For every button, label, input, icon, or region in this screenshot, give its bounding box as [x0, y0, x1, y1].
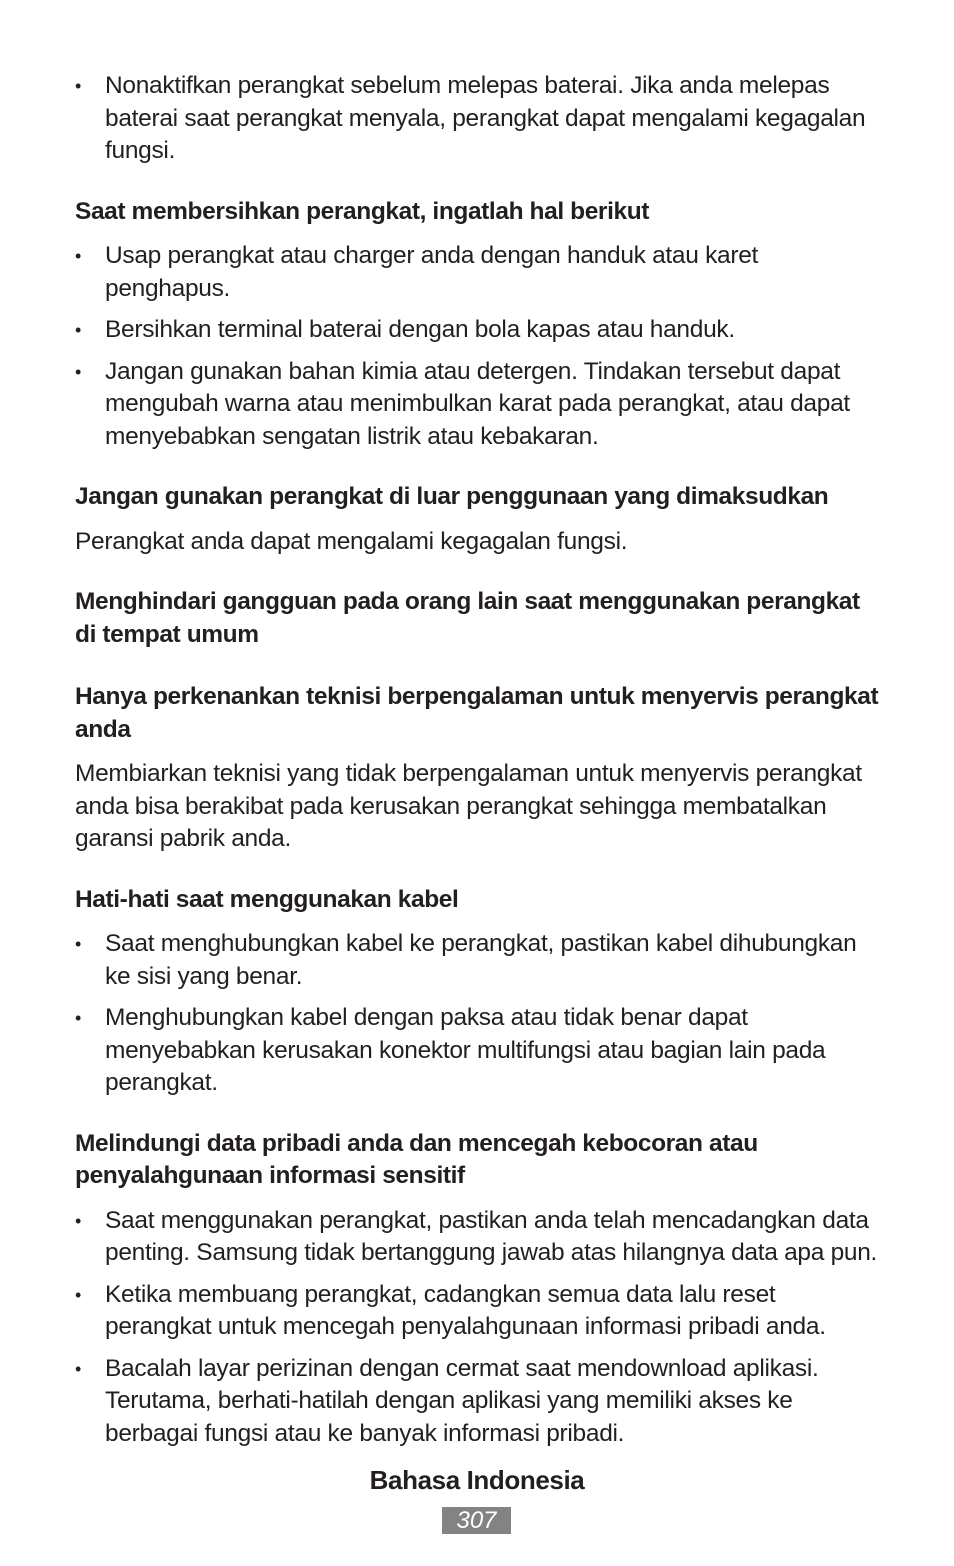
section-heading: Menghindari gangguan pada orang lain saat menggunakan perangkat di tempat umum: [75, 588, 860, 648]
bullet-list: [75, 70, 885, 168]
section-servicing: [75, 681, 885, 856]
section-heading: Hati-hati saat menggunakan kabel: [75, 885, 459, 913]
list-item-text: Bersihkan terminal baterai dengan bola kapas atau handuk.: [105, 316, 735, 343]
bullet-icon: •: [75, 361, 82, 382]
bullet-icon: •: [75, 1358, 82, 1379]
list-item-text: Nonaktifkan perangkat sebelum melepas baterai. Jika anda melepas baterai saat perangkat menyala, perangkat dapat mengalami kegagalan fungsi.: [105, 72, 866, 164]
section-battery-removal: [75, 70, 885, 168]
list-item-text: Usap perangkat atau charger anda dengan handuk atau karet penghapus.: [105, 242, 759, 302]
bullet-list: [75, 928, 885, 1100]
section-public-use: [75, 586, 885, 651]
list-item-text: Saat menggunakan perangkat, pastikan anda telah mencadangkan data penting. Samsung tidak bertanggung jawab atas hilangnya data apa pun.: [105, 1206, 878, 1266]
list-item: [75, 240, 885, 305]
footer-language: Bahasa Indonesia: [369, 1465, 585, 1495]
section-paragraph: Perangkat anda dapat mengalami kegagalan fungsi.: [75, 527, 628, 555]
bullet-icon: •: [75, 76, 82, 96]
list-item: [75, 356, 885, 454]
list-item-text: Bacalah layar perizinan dengan cermat saat mendownload aplikasi. Terutama, berhati-hatilah dengan aplikasi yang memiliki akses ke berbagai fungsi atau ke banyak informasi pribadi.: [105, 1354, 819, 1447]
bullet-icon: •: [75, 1008, 82, 1028]
section-personal-data: [75, 1128, 885, 1451]
section-intended-use: [75, 481, 885, 558]
list-item-text: Jangan gunakan bahan kimia atau detergen. Tindakan tersebut dapat mengubah warna atau menimbulkan karat pada perangkat, atau dapat menyebabkan sengatan listrik atau kebakaran.: [105, 357, 850, 450]
list-item: [75, 1205, 885, 1270]
bullet-icon: •: [75, 246, 82, 266]
list-item-text: Ketika membuang perangkat, cadangkan semua data lalu reset perangkat untuk mencegah penyalahgunaan informasi pribadi anda.: [105, 1280, 826, 1340]
list-item: [75, 314, 885, 347]
list-item: [75, 1279, 885, 1344]
document-page: [75, 70, 885, 1450]
bullet-list: [75, 1205, 885, 1451]
section-heading: Melindungi data pribadi anda dan mencegah kebocoran atau penyalahgunaan informasi sensitif: [75, 1129, 758, 1189]
section-cables: [75, 884, 885, 1100]
bullet-list: [75, 240, 885, 453]
list-item: [75, 70, 885, 168]
section-heading: Hanya perkenankan teknisi berpengalaman untuk menyervis perangkat anda: [75, 683, 879, 743]
section-paragraph: Membiarkan teknisi yang tidak berpengalaman untuk menyervis perangkat anda bisa berakibat pada kerusakan perangkat sehingga membatalkan garansi pabrik anda.: [75, 760, 862, 852]
list-item-text: Menghubungkan kabel dengan paksa atau tidak benar dapat menyebabkan kerusakan konektor multifungsi atau bagian lain pada perangkat.: [105, 1004, 826, 1096]
section-heading: Saat membersihkan perangkat, ingatlah hal berikut: [75, 197, 650, 225]
bullet-icon: •: [75, 1284, 82, 1305]
bullet-icon: •: [75, 934, 82, 954]
bullet-icon: •: [75, 320, 82, 340]
list-item: [75, 1353, 885, 1451]
section-heading: Jangan gunakan perangkat di luar penggunaan yang dimaksudkan: [75, 483, 829, 510]
section-cleaning: [75, 196, 885, 454]
bullet-icon: •: [75, 1210, 82, 1231]
list-item: [75, 928, 885, 993]
page-number: 307: [442, 1507, 511, 1534]
list-item-text: Saat menghubungkan kabel ke perangkat, pastikan kabel dihubungkan ke sisi yang benar.: [105, 930, 857, 990]
list-item: [75, 1002, 885, 1100]
